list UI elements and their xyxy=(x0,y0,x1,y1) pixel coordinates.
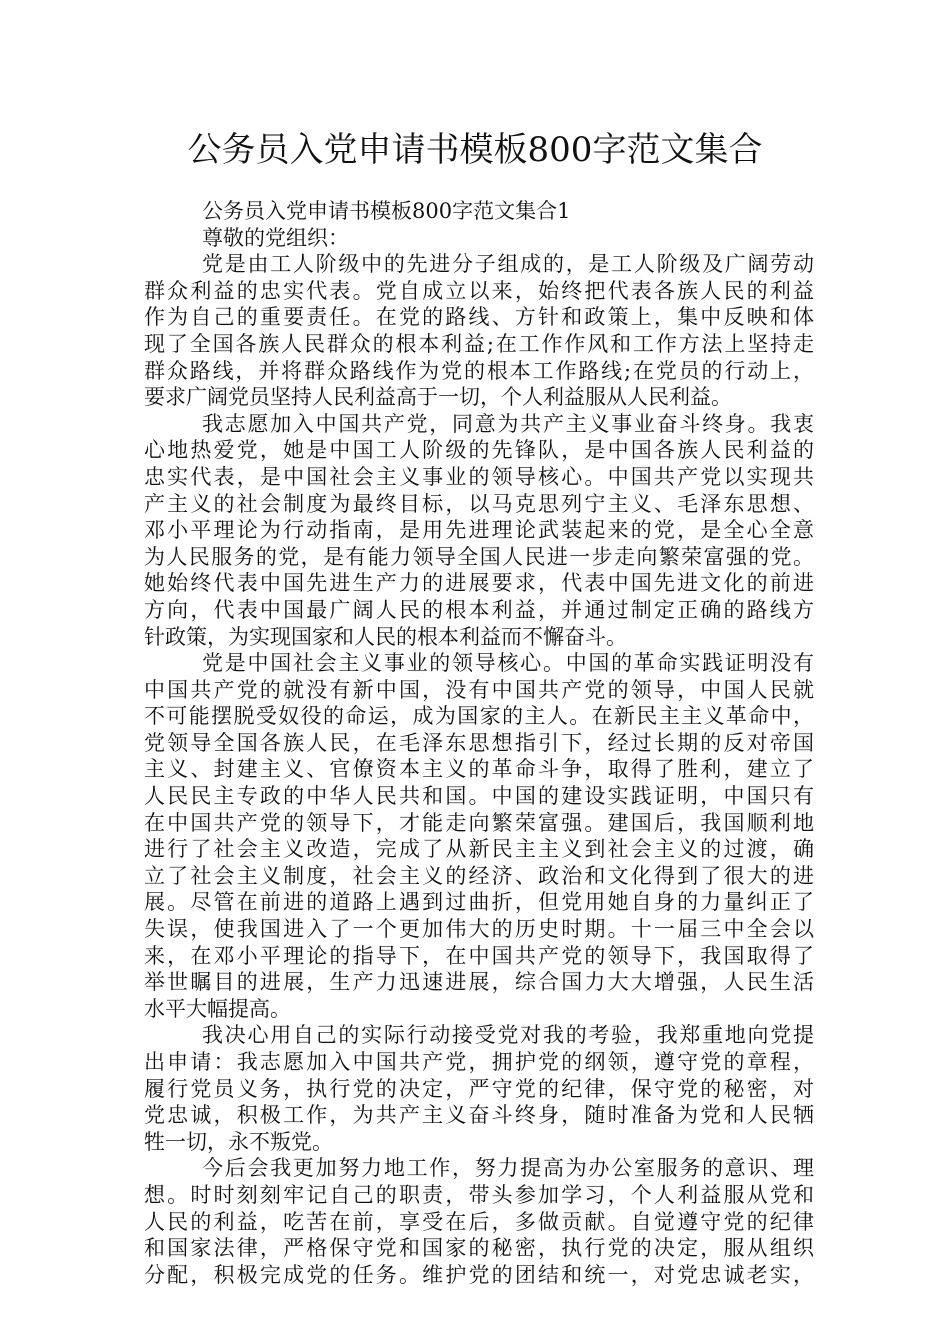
paragraph-3-line: 进行了社会主义改造，完成了从新民主主义到社会主义的过渡，确 xyxy=(144,837,814,862)
paragraph-3-line: 展。尽管在前进的道路上遇到过曲折，但党用她自身的力量纠正了 xyxy=(144,890,814,915)
paragraph-3-line: 举世瞩目的进展，生产力迅速进展，综合国力大大增强，人民生活 xyxy=(144,970,814,995)
paragraph-3-line: 党领导全国各族人民，在毛泽东思想指引下，经过长期的反对帝国 xyxy=(144,730,814,755)
paragraph-4-line: 牲一切，永不叛党。 xyxy=(144,1129,333,1154)
paragraph-1-line: 要求广阔党员坚持人民利益高于一切，个人利益服从人民利益。 xyxy=(144,385,732,410)
paragraph-1-line: 群众利益的忠实代表。党自成立以来，始终把代表各族人民的利益 xyxy=(144,278,814,303)
paragraph-1-line: 作为自己的重要责任。在党的路线、方针和政策上，集中反映和体 xyxy=(144,305,814,330)
paragraph-5-line: 分配，积极完成党的任务。维护党的团结和统一，对党忠诚老实， xyxy=(144,1262,814,1287)
paragraph-2-line: 我志愿加入中国共产党，同意为共产主义事业奋斗终身。我衷 xyxy=(202,411,814,436)
paragraph-1-line: 群众路线，并将群众路线作为党的根本工作路线;在党员的行动上， xyxy=(144,358,814,383)
paragraph-5-line: 今后会我更加努力地工作，努力提高为办公室服务的意识、理 xyxy=(202,1156,814,1181)
paragraph-5-line: 和国家法律，严格保守党和国家的秘密，执行党的决定，服从组织 xyxy=(144,1236,814,1261)
paragraph-3-line: 失误，使我国进入了一个更加伟大的历史时期。十一届三中全会以 xyxy=(144,917,814,942)
paragraph-3-line: 党是中国社会主义事业的领导核心。中国的革命实践证明没有 xyxy=(202,651,814,676)
document-body xyxy=(144,198,814,1288)
paragraph-2-line: 邓小平理论为行动指南，是用先进理论武装起来的党，是全心全意 xyxy=(144,518,814,543)
paragraph-2-line: 产主义的社会制度为最终目标，以马克思列宁主义、毛泽东思想、 xyxy=(144,491,814,516)
paragraph-1-line: 党是由工人阶级中的先进分子组成的，是工人阶级及广阔劳动 xyxy=(202,252,814,277)
paragraph-5-line: 人民的利益，吃苦在前，享受在后，多做贡献。自觉遵守党的纪律 xyxy=(144,1209,814,1234)
paragraph-2-line: 忠实代表，是中国社会主义事业的领导核心。中国共产党以实现共 xyxy=(144,464,814,489)
paragraph-2-line: 为人民服务的党，是有能力领导全国人民进一步走向繁荣富强的党。 xyxy=(144,544,814,569)
paragraph-3-line: 人民民主专政的中华人民共和国。中国的建设实践证明，中国只有 xyxy=(144,784,814,809)
paragraph-4-line: 出申请：我志愿加入中国共产党，拥护党的纲领，遵守党的章程， xyxy=(144,1050,814,1074)
paragraph-3-line: 来，在邓小平理论的指导下，在中国共产党的领导下，我国取得了 xyxy=(144,943,814,968)
paragraph-4-line: 党忠诚，积极工作，为共产主义奋斗终身，随时准备为党和人民牺 xyxy=(144,1103,814,1128)
paragraph-4-line: 我决心用自己的实际行动接受党对我的考验，我郑重地向党提 xyxy=(202,1023,814,1048)
paragraph-3-line: 立了社会主义制度，社会主义的经济、政治和文化得到了很大的进 xyxy=(144,863,814,888)
document-subtitle: 公务员入党申请书模板800字范文集合1 xyxy=(202,199,571,223)
paragraph-3-line: 中国共产党的就没有新中国，没有中国共产党的领导，中国人民就 xyxy=(144,677,814,702)
paragraph-3-line: 主义、封建主义、官僚资本主义的革命斗争，取得了胜利，建立了 xyxy=(144,757,814,782)
paragraph-2-line: 针政策，为实现国家和人民的根本利益而不懈奋斗。 xyxy=(144,624,627,649)
paragraph-4-line: 履行党员义务，执行党的决定，严守党的纪律，保守党的秘密，对 xyxy=(144,1076,814,1101)
document-title: 公务员入党申请书模板800字范文集合 xyxy=(187,130,763,170)
paragraph-5-line: 想。时时刻刻牢记自己的职责，带头参加学习，个人利益服从党和 xyxy=(144,1182,814,1207)
paragraph-3-line: 不可能摆脱受奴役的命运，成为国家的主人。在新民主主义革命中， xyxy=(144,704,814,729)
paragraph-1-line: 现了全国各族人民群众的根本利益;在工作作风和工作方法上坚持走 xyxy=(144,331,814,356)
paragraph-3-line: 水平大幅提高。 xyxy=(144,996,291,1021)
paragraph-2-line: 她始终代表中国先进生产力的进展要求，代表中国先进文化的前进 xyxy=(144,571,814,596)
paragraph-2-line: 心地热爱党，她是中国工人阶级的先锋队，是中国各族人民利益的 xyxy=(144,438,814,463)
paragraph-3-line: 在中国共产党的领导下，才能走向繁荣富强。建国后，我国顺利地 xyxy=(144,810,814,835)
paragraph-2-line: 方向，代表中国最广阔人民的根本利益，并通过制定正确的路线方 xyxy=(144,597,814,622)
salutation: 尊敬的党组织： xyxy=(202,225,349,250)
